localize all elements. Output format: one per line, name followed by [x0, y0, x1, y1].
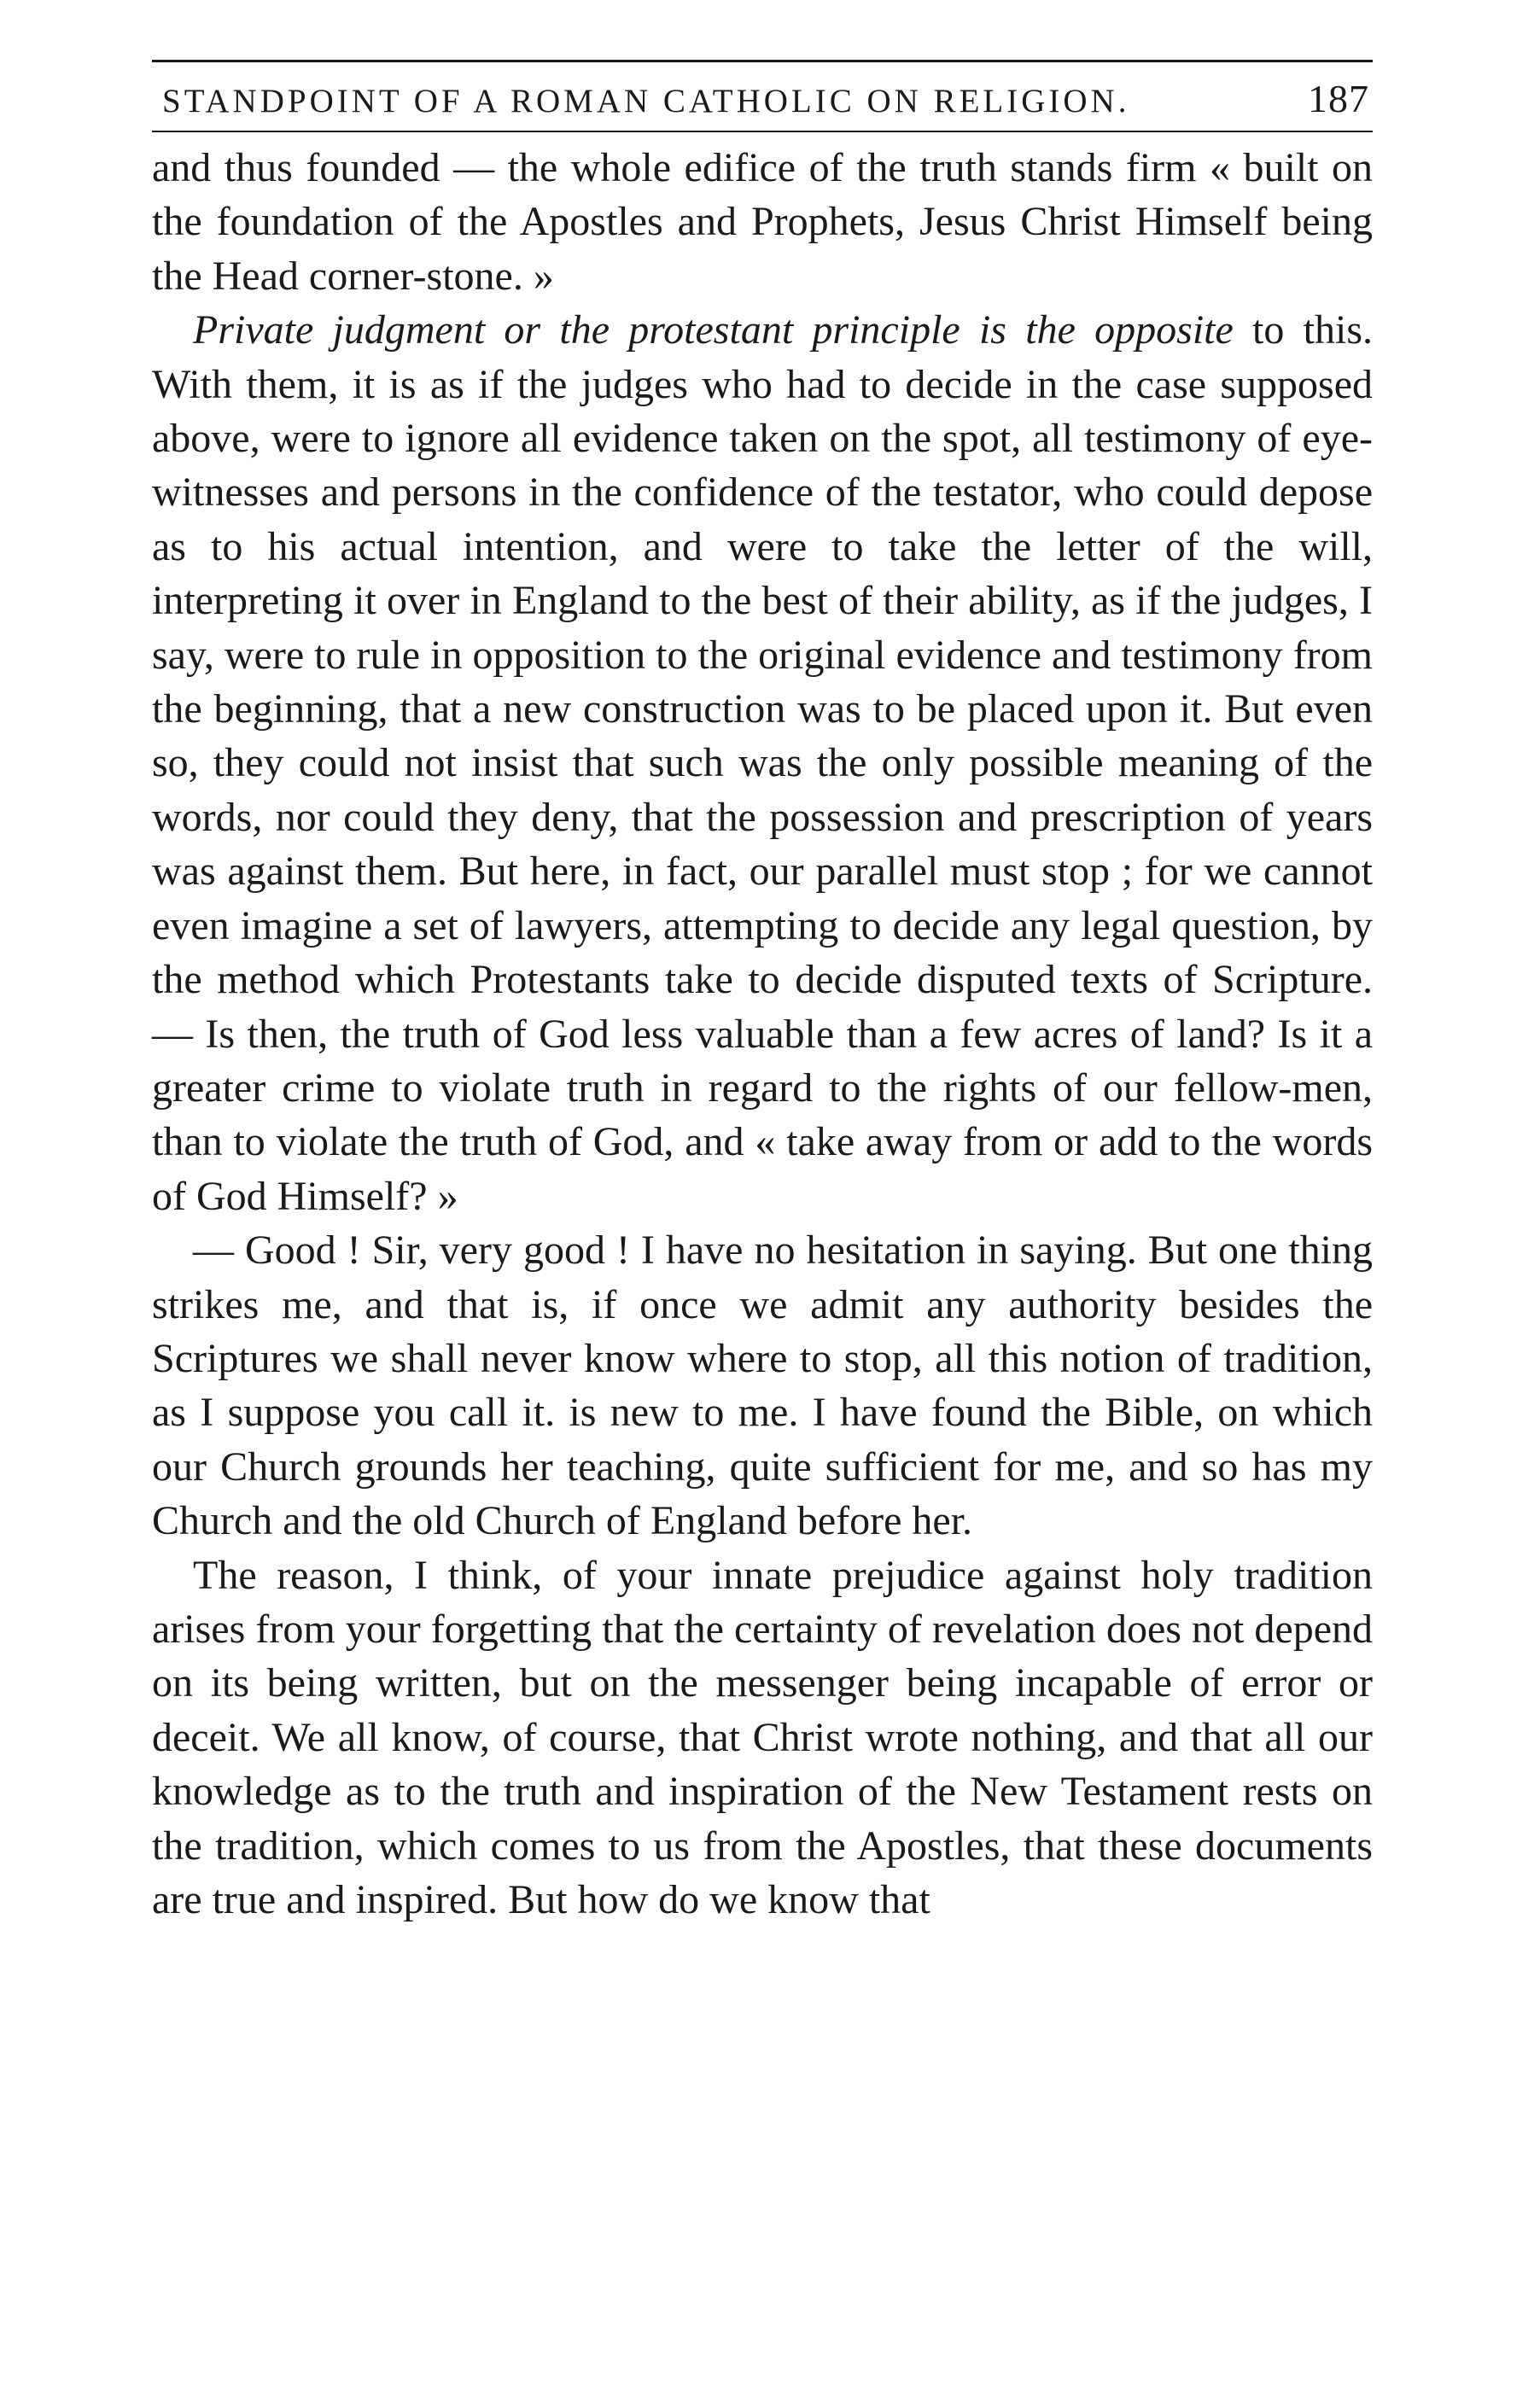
- page-number: 187: [1308, 77, 1369, 120]
- paragraph-4: The reason, I think, of your innate prejudice against holy tradition arises from your forgetting that the certainty of revelation does not depend on its being written, but on the messenger being incapable of error or deceit. We all know, of course, that Christ wrote nothing, and that all our knowledge as to the truth and inspiration of the New Testament rests on the tradition, which comes to us from the Apostles, that these documents are true and inspired. But how do we know that: [152, 1552, 1373, 1922]
- paragraph-2: Private judgment or the protestant principle is the opposite to this. With them, it is as if the judges who had to decide in the case supposed above, were to ignore all evidence taken on the spot, all testimony of eye-witnesses and persons in the confidence of the testator, who could depose as to his actual intention, and were to take the letter of the will, interpreting it over in England to the best of their ability, as if the judges, I say, were to rule in opposition to the original evidence and testimony from the beginning, that a new construction was to be placed upon it. But even so, they could not insist that such was the only possible meaning of the words, nor could they deny, that the possession and prescription of years was against them. But here, in fact, our parallel must stop ; for we cannot even imagine a set of lawyers, attempting to decide any legal question, by the method which Protestants take to decide disputed texts of Scripture. — Is then, the truth of God less valuable than a few acres of land? Is it a greater crime to violate truth in regard to the rights of our fellow-men, than to violate the truth of God, and « take away from or add to the words of God Himself? »: [152, 307, 1373, 1219]
- running-title: STANDPOINT OF A ROMAN CATHOLIC ON RELIGION.: [162, 83, 1130, 120]
- paragraph-1: and thus founded — the whole edifice of the truth stands firm « built on the foundation of the Apostles and Prophets, Jesus Christ Himself being the Head corner-stone. »: [152, 145, 1373, 299]
- book-page: [152, 60, 1373, 1927]
- running-head: [152, 62, 1373, 131]
- header-bottom-rule: [152, 131, 1373, 132]
- italic-lead: Private judgment or the protestant principle is the opposite: [193, 307, 1234, 353]
- body-text: [152, 141, 1373, 1927]
- paragraph-3: — Good ! Sir, very good ! I have no hesitation in saying. But one thing strikes me, and that is, if once we admit any authority besides the Scriptures we shall never know where to stop, all this notion of tradition, as I suppose you call it. is new to me. I have found the Bible, on which our Church grounds her teaching, quite sufficient for me, and so has my Church and the old Church of England before her.: [152, 1228, 1373, 1544]
